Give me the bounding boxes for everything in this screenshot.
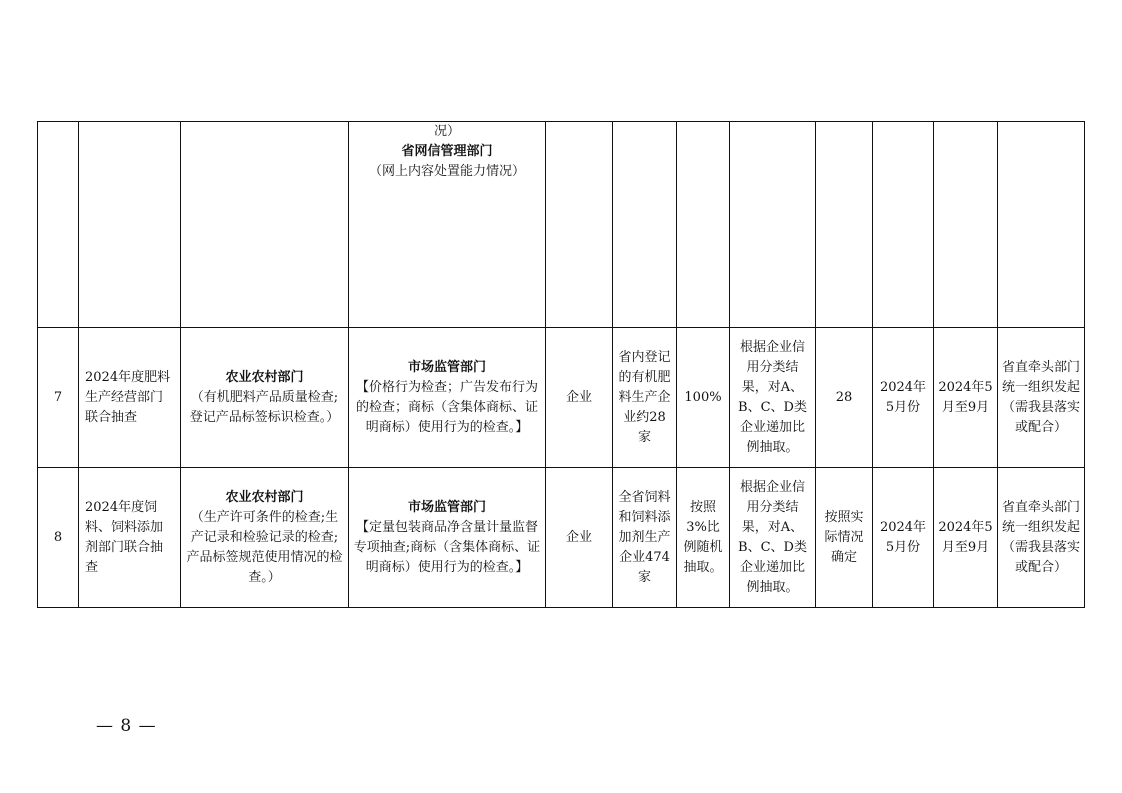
cell-end xyxy=(934,122,998,328)
cell-scope: 省内登记的有机肥料生产企业约28家 xyxy=(613,328,677,468)
initiator-dept: 农业农村部门 xyxy=(225,369,304,385)
partner-dept: 市场监管部门 xyxy=(407,359,486,375)
cell-initiator xyxy=(181,468,349,608)
cell-partner xyxy=(349,328,546,468)
partner-items: （网上内容处置能力情况） xyxy=(368,164,525,179)
cell-scope xyxy=(613,122,677,328)
cell-task-name xyxy=(79,122,181,328)
initiator-items: （生产许可条件的检查;生产记录和检验记录的检查;产品标签规范使用情况的检查。） xyxy=(186,509,343,585)
cell-no: 8 xyxy=(38,468,79,608)
cell-no: 7 xyxy=(38,328,79,468)
cell-ratio xyxy=(677,122,730,328)
cell-ratio: 100% xyxy=(677,328,730,468)
cell-end: 2024年5月至9月 xyxy=(934,468,998,608)
page-number: — 8 — xyxy=(96,716,157,736)
table-row xyxy=(38,122,1085,328)
cell-initiator xyxy=(181,328,349,468)
cell-note: 省直牵头部门统一组织发起（需我县落实或配合） xyxy=(998,328,1085,468)
cell-object xyxy=(546,122,613,328)
cell-ratio: 按照3%比例随机抽取。 xyxy=(677,468,730,608)
cell-partner xyxy=(349,122,546,328)
cell-partner xyxy=(349,468,546,608)
cell-method xyxy=(730,122,816,328)
partner-dept: 省网信管理部门 xyxy=(401,144,493,159)
cell-note: 省直牵头部门统一组织发起（需我县落实或配合） xyxy=(998,468,1085,608)
cell-method: 根据企业信用分类结果，对A、B、C、D类企业递加比例抽取。 xyxy=(730,328,816,468)
cell-scope: 全省饲料和饲料添加剂生产企业474家 xyxy=(613,468,677,608)
cell-count: 按照实际情况确定 xyxy=(816,468,873,608)
cell-start: 2024年5月份 xyxy=(873,468,934,608)
partner-items: 【价格行为检查；广告发布行为的检查；商标（含集体商标、证明商标）使用行为的检查。】 xyxy=(355,379,538,435)
cell-task-name: 2024年度肥料生产经营部门联合抽查 xyxy=(79,328,181,468)
cell-count: 28 xyxy=(816,328,873,468)
partner-line: 况） xyxy=(433,124,460,139)
cell-task-name: 2024年度饲料、饲料添加剂部门联合抽查 xyxy=(79,468,181,608)
cell-note xyxy=(998,122,1085,328)
schedule-table xyxy=(37,121,1085,608)
cell-count xyxy=(816,122,873,328)
cell-initiator xyxy=(181,122,349,328)
cell-end: 2024年5月至9月 xyxy=(934,328,998,468)
cell-object: 企业 xyxy=(546,468,613,608)
initiator-dept: 农业农村部门 xyxy=(225,489,304,505)
cell-object: 企业 xyxy=(546,328,613,468)
table-row xyxy=(38,468,1085,608)
partner-items: 【定量包装商品净含量计量监督专项抽查;商标（含集体商标、证明商标）使用行为的检查。】 xyxy=(353,519,541,575)
cell-start: 2024年5月份 xyxy=(873,328,934,468)
cell-start xyxy=(873,122,934,328)
cell-no xyxy=(38,122,79,328)
cell-method: 根据企业信用分类结果，对A、B、C、D类企业递加比例抽取。 xyxy=(730,468,816,608)
partner-dept: 市场监管部门 xyxy=(407,499,486,515)
table-row xyxy=(38,328,1085,468)
initiator-items: （有机肥料产品质量检查;登记产品标签标识检查。） xyxy=(189,389,340,425)
